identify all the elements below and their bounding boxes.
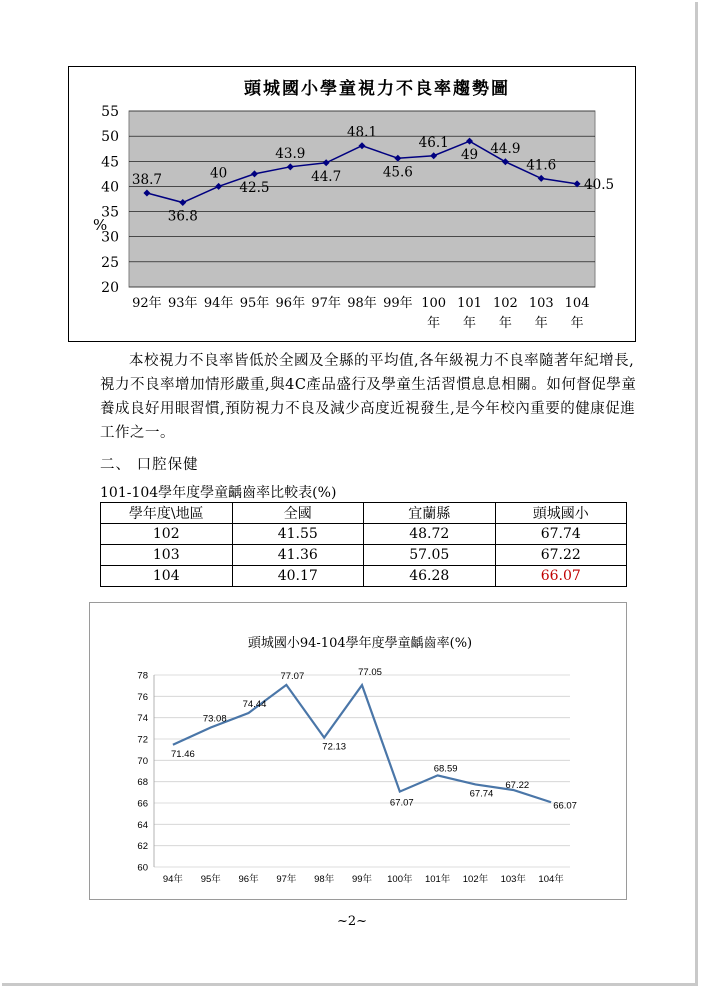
caries-ytick-label: 64 (137, 819, 148, 831)
caries-ytick-label: 72 (137, 734, 148, 746)
caries-ytick-label: 62 (137, 841, 148, 853)
caries-ytick-label: 78 (137, 670, 148, 682)
caries-xtick-label: 100年 (387, 874, 413, 885)
table-cell: 41.36 (232, 545, 364, 566)
vision-ytick-label: 25 (101, 254, 119, 271)
vision-ytick-label: 40 (101, 179, 119, 196)
vision-ytick-label: 50 (101, 129, 119, 146)
vision-data-label: 44.7 (311, 168, 342, 185)
caries-data-label: 74.44 (242, 698, 267, 710)
table-cell: 103 (101, 545, 233, 566)
vision-ytick-label: 45 (101, 154, 119, 171)
table-cell: 46.28 (364, 566, 496, 587)
caries-xtick-label: 101年 (424, 874, 451, 885)
table-cell: 67.74 (495, 524, 627, 545)
vision-xtick-label: 99年 (383, 296, 413, 311)
vision-ytick-label: 55 (101, 104, 119, 120)
vision-data-label: 40.5 (584, 176, 615, 193)
vision-xtick-label: 93年 (167, 296, 198, 311)
vision-data-label: 46.1 (418, 134, 449, 151)
caries-ytick-label: 68 (137, 777, 148, 789)
vision-ytick-label: 30 (101, 229, 119, 246)
caries-data-label: 67.22 (505, 779, 530, 791)
caries-xtick-label: 96年 (238, 874, 259, 885)
table-cell: 102 (101, 524, 233, 545)
table-cell: 40.17 (232, 566, 364, 587)
caries-ytick-label: 70 (137, 755, 148, 767)
caries-ytick-label: 60 (137, 862, 148, 874)
vision-data-label: 44.9 (490, 140, 521, 157)
vision-xtick-label: 96年 (275, 296, 306, 311)
caries-ytick-label: 66 (137, 798, 148, 810)
caries-xtick-label: 99年 (351, 874, 373, 885)
caries-chart-title: 頭城國小94-104學年度學童齲齒率(%) (247, 636, 473, 651)
vision-xtick-label: 97年 (311, 296, 341, 311)
table-header-cell: 頭城國小 (495, 503, 627, 524)
table-header-row (101, 503, 627, 524)
vision-ytick-label: 35 (101, 204, 119, 221)
vision-xtick-label: 98年 (347, 296, 377, 311)
caries-xtick-label: 102年 (462, 874, 489, 885)
caries-data-label: 73.08 (202, 713, 227, 725)
caries-data-label: 67.07 (389, 797, 414, 809)
vision-xtick-label: 104 年 (564, 296, 590, 331)
caries-ytick-label: 76 (137, 691, 148, 703)
vision-data-label: 43.9 (275, 145, 306, 162)
vision-chart (68, 66, 636, 342)
table-header-cell: 學年度\地區 (101, 503, 233, 524)
caries-data-label: 71.46 (171, 748, 195, 760)
table-header-cell: 全國 (232, 503, 364, 524)
table-row (101, 566, 627, 587)
page-number: ~2~ (336, 914, 368, 929)
vision-paragraph (100, 349, 638, 445)
vision-xtick-label: 92年 (132, 296, 162, 311)
section-heading: 二、 口腔保健 (100, 457, 199, 473)
caries-data-label: 72.13 (322, 741, 347, 753)
vision-data-label: 45.6 (382, 164, 413, 181)
vision-data-label: 40 (210, 165, 228, 182)
vision-ylabel: % (93, 216, 108, 234)
vision-xtick-label: 103 年 (528, 296, 554, 331)
vision-ytick-label: 20 (101, 280, 119, 296)
vision-xtick-label: 101 年 (457, 296, 482, 331)
vision-data-label: 41.6 (526, 157, 557, 174)
vision-xtick-label: 94年 (203, 296, 234, 311)
caries-chart (89, 602, 627, 900)
table-cell-highlight: 66.07 (495, 566, 627, 587)
vision-data-label: 49 (460, 147, 479, 164)
table-row (101, 545, 627, 566)
table-cell: 48.72 (364, 524, 496, 545)
vision-paragraph-text: 本校視力不良率皆低於全國及全縣的平均值,各年級視力不良率隨著年紀增長,視力不良率增加情形嚴重,與4C產品盛行及學童生活習慣息息相關。如何督促學童養成良好用眼習慣,預防視力不良及減少高度近視發生,是今年校內重要的健康促進工作之一。 (100, 353, 637, 441)
vision-data-label: 42.5 (239, 179, 270, 196)
table-cell: 41.55 (232, 524, 364, 545)
caries-xtick-label: 103年 (500, 874, 526, 885)
vision-xtick-label: 100 年 (421, 296, 447, 331)
caries-data-label: 77.05 (358, 667, 382, 679)
caries-series-line (173, 685, 551, 802)
vision-chart-title: 頭城國小學童視力不良率趨勢圖 (244, 79, 510, 99)
table-cell: 57.05 (364, 545, 496, 566)
table-caption: 101-104學年度學童齲齒率比較表(%) (100, 485, 337, 501)
table-cell: 104 (101, 566, 233, 587)
caries-xtick-label: 95年 (200, 874, 221, 885)
caries-data-label: 77.07 (280, 670, 305, 682)
caries-xtick-label: 94年 (162, 874, 183, 885)
vision-xtick-label: 102 年 (492, 296, 518, 331)
table-header-cell: 宜蘭縣 (364, 503, 496, 524)
caries-ytick-label: 74 (137, 713, 148, 725)
table-cell: 67.22 (495, 545, 627, 566)
caries-xtick-label: 104年 (538, 874, 564, 885)
vision-data-label: 36.8 (167, 208, 198, 225)
caries-comparison-table (100, 502, 627, 587)
caries-xtick-label: 98年 (314, 874, 335, 885)
caries-data-label: 67.74 (469, 788, 494, 800)
vision-xtick-label: 95年 (239, 296, 270, 311)
vision-data-label: 48.1 (346, 124, 378, 141)
vision-data-label: 38.7 (131, 171, 162, 188)
caries-xtick-label: 97年 (276, 874, 297, 885)
caries-data-label: 66.07 (553, 800, 577, 812)
caries-data-label: 68.59 (433, 763, 458, 775)
table-row (101, 524, 627, 545)
